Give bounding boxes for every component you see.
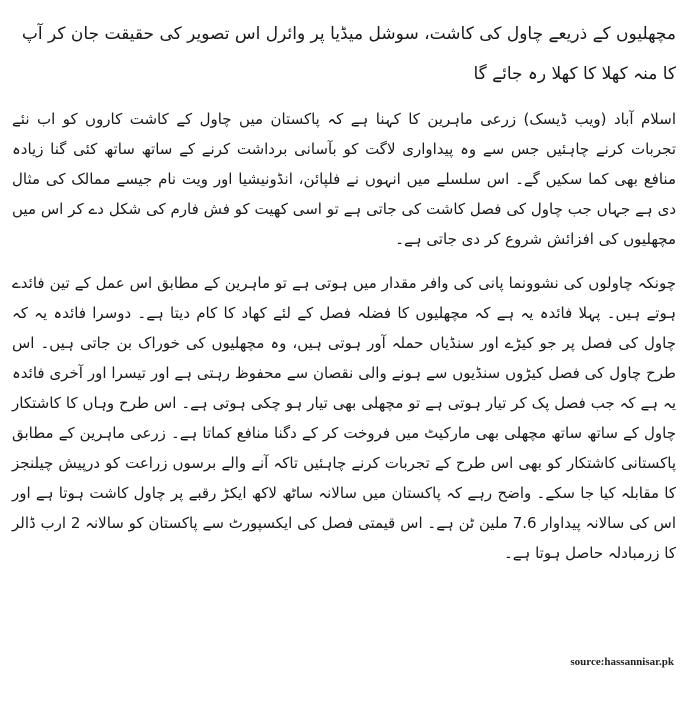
source-credit: source:hassannisar.pk [570, 656, 674, 668]
article-paragraph-2: چونکہ چاولوں کی نشوونما پانی کی وافر مقدار میں ہوتی ہے تو ماہرین کے مطابق اس عمل کے تین فائدے ہوتے ہیں۔ پہلا فائدہ یہ ہے کہ مچھلیوں کا فضلہ فصل کے لئے کھاد کا کام دیتا ہے۔ دوسرا فائدہ یہ کہ چاول کی فصل پر جو کیڑے اور سنڈیاں حملہ آور ہوتی ہیں، وہ مچھلیوں کی خوراک بن جاتی ہیں۔ اس طرح چاول کی فصل کیڑوں سنڈیوں سے ہونے والی نقصان سے محفوظ رہتی ہے اور تیسرا اور آخری فائدہ یہ ہے کہ جب فصل پک کر تیار ہوتی ہے تو مچھلی بھی تیار ہو چکی ہوتی ہے۔ اس طرح وہاں کا کاشتکار چاول کے ساتھ ساتھ مچھلی بھی مارکیٹ میں فروخت کر کے دگنا منافع کماتا ہے۔ زرعی ماہرین کے مطابق پاکستانی کاشتکار کو بھی اس طرح کے تجربات کرنے چاہئیں تاکہ آنے والے برسوں زراعت کو درپیش چیلنجز کا مقابلہ کیا جا سکے۔ واضح رہے کہ پاکستان میں سالانہ ساٹھ لاکھ ایکڑ رقبے پر چاول کاشت ہوتا ہے اور اس کی سالانہ پیداوار 7.6 ملین ٹن ہے۔ اس قیمتی فصل کی ایکسپورٹ سے پاکستان کو سالانہ 2 ارب ڈالر کا زرمبادلہ حاصل ہوتا ہے۔ [12, 274, 677, 562]
article-headline: مچھلیوں کے ذریعے چاول کی کاشت، سوشل میڈیا پر وائرل اس تصویر کی حقیقت جان کر آپ کا منہ کھلا کا کھلا رہ جائے گا [21, 24, 676, 84]
article [12, 14, 676, 582]
article-paragraph-1: اسلام آباد (ویب ڈیسک) زرعی ماہرین کا کہنا ہے کہ پاکستان میں چاول کے کاشت کاروں کو اب نئے تجربات کرنے چاہئیں جس سے وہ پیداواری لاگت کو بآسانی برداشت کرنے کے ساتھ ساتھ کئی گنا زیادہ منافع بھی کما سکیں گے۔ اس سلسلے میں انہوں نے فلپائن، انڈونیشیا اور ویت نام جیسے ممالک کی مثال دی ہے جہاں جب چاول کی فصل کاشت کی جاتی ہے تو اسی کھیت کو فش فارم کی شکل دے کر اس میں مچھلیوں کی افزائش شروع کر دی جاتی ہے۔ [12, 110, 676, 248]
